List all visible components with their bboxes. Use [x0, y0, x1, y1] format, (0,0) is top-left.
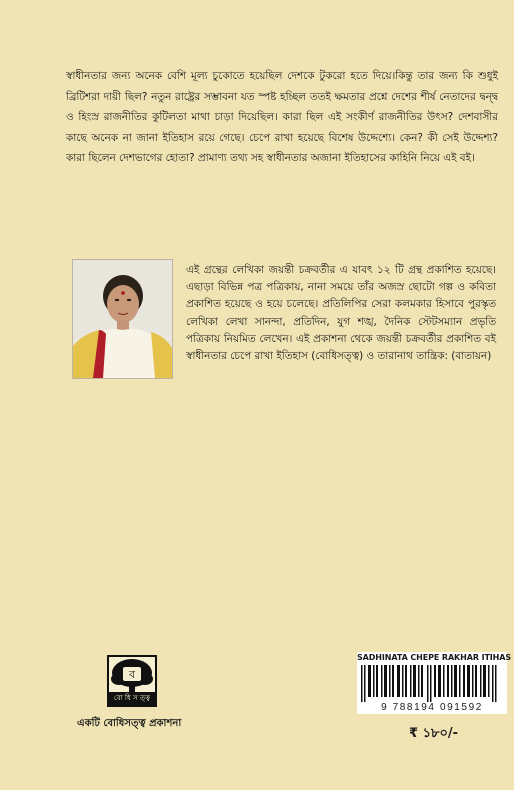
author-bio: এই গ্রন্থের লেখিকা জয়ন্তী চক্রবর্তীর এ যাবৎ ১২ টি গ্রন্থ প্রকাশিত হয়েছে। এছাড়া বিভিন্ন পত্র পত্রিকায়, নানা সময়ে তাঁর অজস্র ছোটো গল্প ও কবিতা প্রকাশিত হয়েছে ও হয়ে চলেছে। প্রতিলিপির সেরা কলমকার হিসাবে পুরস্কৃত লেখিকা লেখা সানন্দা, প্রতিদিন, যুগ শঙ্খ, দৈনিক স্টেটসম্যান প্রভৃতি পত্রিকায় নিয়মিত লেখেন। এই প্রকাশনা থেকে জয়ন্তী চক্রবর্তীর প্রকাশিত বই স্বাধীনতার চেপে রাখা ইতিহাস (বোধিসত্ত্ব) ও তারানাথ তান্ত্রিক: (বাতায়ন) [186, 264, 496, 363]
barcode-title: SADHINATA CHEPE RAKHAR ITIHAS [357, 653, 512, 662]
logo-caption: বো ধি স ত্ত্ব [109, 692, 155, 705]
barcode-bars [361, 665, 503, 702]
back-cover-blurb: স্বাধীনতার জন্য অনেক বেশি মূল্য চুকোতে হয়েছিল দেশকে টুকরো হতে দিয়ে।কিন্তু তার জন্য কি শুধুই ব্রিটিশরা দায়ী ছিল? নতুন রাষ্ট্রের সম্ভাবনা যত স্পষ্ট হচ্ছিল ততই ক্ষমতার প্রশ্নে দেশের শীর্ষ নেতাদের দ্বন্দ্ব ও হিংস্র রাজনীতির কুটিলতা মাথা চাড়া দিয়েছিল। কারা ছিল এই সংকীর্ণ রাজনীতির উৎস? দেশবাসীর কাছে অনেক না জানা ইতিহাস রয়ে গেছে। চেপে রাখা হয়েছে বিশেষ উদ্দেশ্যে। কেন? কী সেই উদ্দেশ্য? কারা ছিলেন দেশভাগের হোতা? প্রামাণ্য তথ্য সহ স্বাধীনতার অজানা ইতিহাসের কাহিনি নিয়ে এই বই। [66, 70, 498, 164]
isbn-barcode [357, 652, 512, 714]
publisher-line: একটি বোধিসত্ত্ব প্রকাশনা [77, 718, 182, 729]
author-photo [72, 259, 173, 379]
logo-letter: ব [128, 668, 136, 681]
isbn-number: 9 788194 091592 [381, 702, 483, 713]
price-label: ₹ ১৮০/- [409, 726, 459, 741]
author-portrait-image [73, 260, 172, 378]
publisher-logo [107, 655, 157, 707]
bodhi-tree-icon [109, 657, 155, 693]
